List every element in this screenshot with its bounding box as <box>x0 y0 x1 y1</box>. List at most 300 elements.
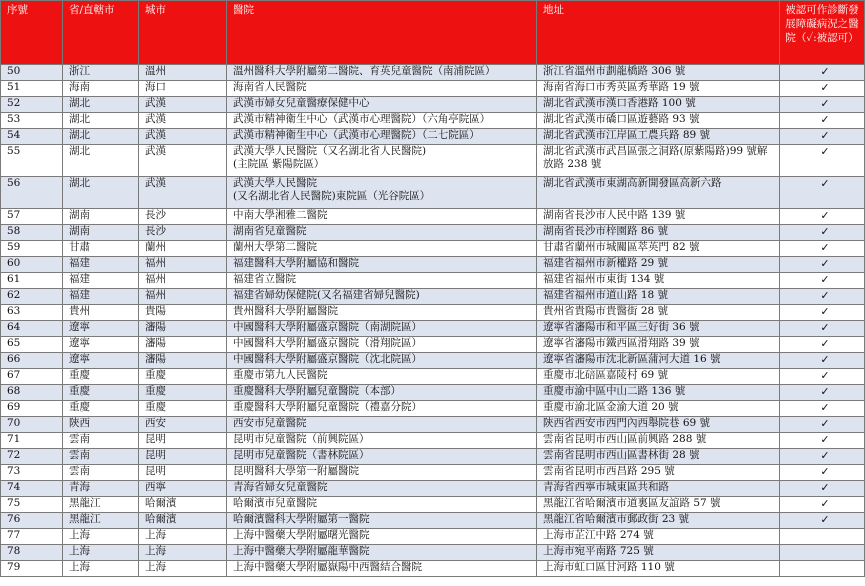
cell-city: 福州 <box>139 289 227 305</box>
cell-city: 重慶 <box>139 369 227 385</box>
table-row <box>1 417 865 433</box>
header-seq: 序號 <box>1 1 63 65</box>
cell-hospital <box>227 545 537 561</box>
cell-province: 遼寧 <box>63 337 139 353</box>
cell-hospital-line: 重慶醫科大學附屬兒童醫院（本部） <box>233 385 401 397</box>
cell-hospital-line: 蘭州大學第二醫院 <box>233 241 317 253</box>
check-icon: ✓ <box>820 369 830 382</box>
cell-hospital <box>227 401 537 417</box>
cell-province: 雲南 <box>63 465 139 481</box>
check-icon: ✓ <box>820 257 830 270</box>
cell-address <box>537 209 780 225</box>
cell-province: 福建 <box>63 257 139 273</box>
cell-city: 貴陽 <box>139 305 227 321</box>
cell-recognized <box>780 225 865 241</box>
cell-hospital <box>227 385 537 401</box>
cell-city: 昆明 <box>139 465 227 481</box>
cell-recognized <box>780 209 865 225</box>
cell-hospital <box>227 465 537 481</box>
header-city: 城市 <box>139 1 227 65</box>
cell-address-line: 青海省西寧市城東區共和路 <box>543 481 669 493</box>
cell-address <box>537 177 780 209</box>
cell-hospital <box>227 481 537 497</box>
cell-province: 重慶 <box>63 401 139 417</box>
cell-address-line: 湖北省武漢市礄口區遊藝路 93 號 <box>543 113 700 125</box>
cell-seq: 60 <box>1 257 63 273</box>
cell-address <box>537 65 780 81</box>
cell-city: 重慶 <box>139 401 227 417</box>
table-row <box>1 529 865 545</box>
cell-address-line: 重慶市渝中區中山二路 136 號 <box>543 385 686 397</box>
cell-hospital-line: 福建醫科大學附屬協和醫院 <box>233 257 359 269</box>
cell-hospital <box>227 241 537 257</box>
cell-address-line: 上海市芷江中路 274 號 <box>543 529 654 541</box>
cell-address <box>537 353 780 369</box>
check-icon: ✓ <box>820 289 830 302</box>
cell-hospital-line: 上海中醫藥大學附屬嶽陽中西醫結合醫院 <box>233 561 422 573</box>
cell-address-line: 湖南省長沙市人民中路 139 號 <box>543 209 686 221</box>
table-row <box>1 561 865 577</box>
cell-address-line: 湖北省武漢市江岸區工農兵路 89 號 <box>543 129 711 141</box>
cell-address-line: 上海市宛平南路 725 號 <box>543 545 654 557</box>
cell-province: 湖北 <box>63 129 139 145</box>
cell-address <box>537 385 780 401</box>
cell-seq: 72 <box>1 449 63 465</box>
check-icon: ✓ <box>820 385 830 398</box>
cell-province: 遼寧 <box>63 353 139 369</box>
table-row <box>1 401 865 417</box>
cell-seq: 74 <box>1 481 63 497</box>
cell-address <box>537 257 780 273</box>
cell-seq: 67 <box>1 369 63 385</box>
cell-hospital-line: 中南大學湘雅二醫院 <box>233 209 328 221</box>
check-icon: ✓ <box>820 353 830 366</box>
cell-hospital <box>227 305 537 321</box>
cell-seq: 78 <box>1 545 63 561</box>
cell-city: 昆明 <box>139 433 227 449</box>
cell-province: 重慶 <box>63 369 139 385</box>
cell-hospital <box>227 337 537 353</box>
table-row <box>1 81 865 97</box>
check-icon: ✓ <box>820 449 830 462</box>
cell-seq: 62 <box>1 289 63 305</box>
header-province: 省/直轄市 <box>63 1 139 65</box>
cell-hospital <box>227 321 537 337</box>
cell-recognized <box>780 177 865 209</box>
cell-address <box>537 305 780 321</box>
cell-address-line: 重慶市北碚區嘉陵村 69 號 <box>543 369 669 381</box>
cell-recognized <box>780 401 865 417</box>
table-row <box>1 481 865 497</box>
cell-city: 上海 <box>139 529 227 545</box>
cell-hospital-line: 昆明市兒童醫院（前興院區） <box>233 433 370 445</box>
cell-address <box>537 81 780 97</box>
cell-hospital <box>227 65 537 81</box>
cell-address-line: 湖北省武漢市東湖高新開發區高新六路 <box>543 177 722 189</box>
cell-address-line: 海南省海口市秀英區秀華路 19 號 <box>543 81 700 93</box>
cell-city: 瀋陽 <box>139 353 227 369</box>
cell-seq: 58 <box>1 225 63 241</box>
cell-seq: 70 <box>1 417 63 433</box>
cell-address-line: 貴州省貴陽市貴醫街 28 號 <box>543 305 669 317</box>
cell-hospital <box>227 97 537 113</box>
check-icon: ✓ <box>820 401 830 414</box>
table-row <box>1 129 865 145</box>
cell-address <box>537 145 780 177</box>
cell-address-line: 雲南省昆明市西昌路 295 號 <box>543 465 675 477</box>
cell-seq: 54 <box>1 129 63 145</box>
cell-province: 青海 <box>63 481 139 497</box>
cell-address-line: 上海市虹口區甘河路 110 號 <box>543 561 675 573</box>
cell-address-line: 雲南省昆明市西山區前興路 288 號 <box>543 433 707 445</box>
cell-address <box>537 401 780 417</box>
cell-city: 福州 <box>139 273 227 289</box>
cell-hospital-line: 武漢市精神衛生中心（武漢市心理醫院）（二七院區） <box>233 129 480 141</box>
table-body <box>1 65 865 577</box>
cell-recognized <box>780 545 865 561</box>
cell-address-line: 放路 238 號 <box>543 158 602 170</box>
cell-recognized <box>780 145 865 177</box>
table-row <box>1 225 865 241</box>
cell-recognized <box>780 321 865 337</box>
cell-hospital-line: 重慶醫科大學附屬兒童醫院（禮嘉分院） <box>233 401 422 413</box>
cell-seq: 57 <box>1 209 63 225</box>
cell-address-line: 福建省福州市道山路 18 號 <box>543 289 669 301</box>
cell-recognized <box>780 305 865 321</box>
cell-address <box>537 273 780 289</box>
header-recognized: 被認可作診斷發展障礙病況之醫院（✓:被認可） <box>780 1 865 65</box>
cell-address <box>537 529 780 545</box>
cell-recognized <box>780 65 865 81</box>
cell-seq: 59 <box>1 241 63 257</box>
cell-province: 湖北 <box>63 113 139 129</box>
cell-seq: 69 <box>1 401 63 417</box>
cell-hospital-line: 溫州醫科大學附屬第二醫院、育英兒童醫院（南浦院區） <box>233 65 496 77</box>
cell-city: 武漢 <box>139 113 227 129</box>
cell-seq: 75 <box>1 497 63 513</box>
check-icon: ✓ <box>820 305 830 318</box>
cell-city: 上海 <box>139 545 227 561</box>
cell-hospital-line: 福建省立醫院 <box>233 273 296 285</box>
table-row <box>1 177 865 209</box>
check-icon: ✓ <box>820 129 830 142</box>
cell-address <box>537 129 780 145</box>
cell-recognized <box>780 129 865 145</box>
cell-address-line: 陝西省西安市西門內西舉院巷 69 號 <box>543 417 711 429</box>
cell-address <box>537 545 780 561</box>
cell-address-line: 遼寧省瀋陽市沈北新區蒲河大道 16 號 <box>543 353 721 365</box>
check-icon: ✓ <box>820 225 830 238</box>
table-row <box>1 209 865 225</box>
cell-address-line: 黑龍江省哈爾濱市郵政街 23 號 <box>543 513 690 525</box>
cell-hospital-line: 昆明市兒童醫院（書林院區） <box>233 449 370 461</box>
cell-hospital <box>227 177 537 209</box>
cell-address-line: 浙江省溫州市劃龍橋路 306 號 <box>543 65 686 77</box>
cell-city: 武漢 <box>139 145 227 177</box>
cell-hospital-line: (又名湖北省人民醫院)東院區（光谷院區） <box>233 190 431 202</box>
cell-address <box>537 417 780 433</box>
cell-city: 蘭州 <box>139 241 227 257</box>
cell-address <box>537 369 780 385</box>
table-row <box>1 273 865 289</box>
cell-recognized <box>780 529 865 545</box>
cell-province: 黑龍江 <box>63 497 139 513</box>
table-row <box>1 289 865 305</box>
cell-seq: 56 <box>1 177 63 209</box>
cell-hospital-line: 武漢大學人民醫院 <box>233 177 317 189</box>
cell-hospital-line: 中國醫科大學附屬盛京醫院（沈北院區） <box>233 353 422 365</box>
cell-hospital-line: 湖南省兒童醫院 <box>233 225 307 237</box>
table-row <box>1 241 865 257</box>
cell-address <box>537 241 780 257</box>
cell-hospital-line: 貴州醫科大學附屬醫院 <box>233 305 338 317</box>
cell-hospital-line: 西安市兒童醫院 <box>233 417 307 429</box>
cell-hospital-line: 哈爾濱醫科大學附屬第一醫院 <box>233 513 370 525</box>
check-icon: ✓ <box>820 417 830 430</box>
cell-recognized <box>780 289 865 305</box>
check-icon: ✓ <box>820 97 830 110</box>
cell-hospital-line: 上海中醫藥大學附屬曙光醫院 <box>233 529 370 541</box>
cell-seq: 68 <box>1 385 63 401</box>
cell-city: 哈爾濱 <box>139 513 227 529</box>
check-icon: ✓ <box>820 433 830 446</box>
cell-hospital <box>227 353 537 369</box>
table-row <box>1 65 865 81</box>
cell-hospital <box>227 257 537 273</box>
cell-hospital-line: 哈爾濱市兒童醫院 <box>233 497 317 509</box>
cell-city: 海口 <box>139 81 227 97</box>
cell-hospital <box>227 81 537 97</box>
cell-province: 福建 <box>63 273 139 289</box>
cell-seq: 76 <box>1 513 63 529</box>
cell-hospital <box>227 497 537 513</box>
cell-address-line: 福建省福州市東街 134 號 <box>543 273 665 285</box>
cell-city: 武漢 <box>139 129 227 145</box>
table-row <box>1 385 865 401</box>
table-row <box>1 369 865 385</box>
check-icon: ✓ <box>820 177 830 190</box>
cell-address <box>537 337 780 353</box>
cell-address <box>537 225 780 241</box>
check-icon: ✓ <box>820 209 830 222</box>
check-icon: ✓ <box>820 481 830 494</box>
cell-recognized <box>780 513 865 529</box>
header-row <box>1 1 865 65</box>
check-icon: ✓ <box>820 145 830 158</box>
table-row <box>1 353 865 369</box>
cell-address-line: 遼寧省瀋陽市鐵西區滑翔路 39 號 <box>543 337 700 349</box>
cell-seq: 50 <box>1 65 63 81</box>
cell-seq: 55 <box>1 145 63 177</box>
cell-city: 瀋陽 <box>139 321 227 337</box>
cell-recognized <box>780 561 865 577</box>
cell-hospital <box>227 225 537 241</box>
cell-hospital <box>227 129 537 145</box>
cell-province: 重慶 <box>63 385 139 401</box>
cell-recognized <box>780 369 865 385</box>
cell-recognized <box>780 97 865 113</box>
cell-hospital-line: 中國醫科大學附屬盛京醫院（南湖院區） <box>233 321 422 333</box>
cell-hospital <box>227 529 537 545</box>
table-row <box>1 113 865 129</box>
cell-city: 上海 <box>139 561 227 577</box>
cell-address-line: 湖北省武漢市武昌區張之洞路(原紫陽路)99 號解 <box>543 145 768 157</box>
cell-recognized <box>780 353 865 369</box>
cell-city: 西寧 <box>139 481 227 497</box>
cell-province: 陝西 <box>63 417 139 433</box>
cell-address-line: 重慶市渝北區金渝大道 20 號 <box>543 401 679 413</box>
cell-recognized <box>780 113 865 129</box>
cell-address <box>537 321 780 337</box>
cell-province: 貴州 <box>63 305 139 321</box>
cell-hospital <box>227 417 537 433</box>
cell-province: 甘肅 <box>63 241 139 257</box>
cell-province: 上海 <box>63 561 139 577</box>
cell-recognized <box>780 273 865 289</box>
cell-province: 海南 <box>63 81 139 97</box>
cell-address <box>537 561 780 577</box>
cell-hospital-line: 昆明醫科大學第一附屬醫院 <box>233 465 359 477</box>
cell-province: 雲南 <box>63 433 139 449</box>
cell-seq: 51 <box>1 81 63 97</box>
cell-address <box>537 449 780 465</box>
cell-city: 長沙 <box>139 225 227 241</box>
cell-city: 昆明 <box>139 449 227 465</box>
cell-address <box>537 497 780 513</box>
cell-hospital <box>227 289 537 305</box>
table-row <box>1 337 865 353</box>
cell-seq: 61 <box>1 273 63 289</box>
check-icon: ✓ <box>820 273 830 286</box>
cell-province: 上海 <box>63 529 139 545</box>
cell-recognized <box>780 81 865 97</box>
cell-recognized <box>780 497 865 513</box>
cell-hospital-line: 海南省人民醫院 <box>233 81 307 93</box>
cell-hospital-line: 青海省婦女兒童醫院 <box>233 481 328 493</box>
cell-address-line: 湖南省長沙市梓園路 86 號 <box>543 225 669 237</box>
cell-seq: 66 <box>1 353 63 369</box>
cell-province: 黑龍江 <box>63 513 139 529</box>
check-icon: ✓ <box>820 513 830 526</box>
cell-city: 瀋陽 <box>139 337 227 353</box>
cell-hospital <box>227 145 537 177</box>
table-row <box>1 449 865 465</box>
cell-seq: 65 <box>1 337 63 353</box>
cell-province: 湖北 <box>63 97 139 113</box>
cell-hospital <box>227 449 537 465</box>
cell-province: 遼寧 <box>63 321 139 337</box>
cell-seq: 52 <box>1 97 63 113</box>
cell-hospital-line: 上海中醫藥大學附屬龍華醫院 <box>233 545 370 557</box>
cell-city: 溫州 <box>139 65 227 81</box>
cell-hospital-line: (主院區 紫陽院區） <box>233 158 325 170</box>
check-icon: ✓ <box>820 465 830 478</box>
cell-province: 浙江 <box>63 65 139 81</box>
table-row <box>1 497 865 513</box>
cell-hospital-line: 武漢大學人民醫院（又名湖北省人民醫院) <box>233 145 427 157</box>
cell-seq: 73 <box>1 465 63 481</box>
cell-recognized <box>780 257 865 273</box>
cell-address <box>537 97 780 113</box>
cell-city: 福州 <box>139 257 227 273</box>
cell-province: 湖南 <box>63 209 139 225</box>
cell-city: 武漢 <box>139 177 227 209</box>
cell-seq: 53 <box>1 113 63 129</box>
cell-seq: 63 <box>1 305 63 321</box>
cell-recognized <box>780 433 865 449</box>
cell-city: 長沙 <box>139 209 227 225</box>
check-icon: ✓ <box>820 337 830 350</box>
cell-recognized <box>780 449 865 465</box>
cell-address <box>537 481 780 497</box>
header-hospital: 醫院 <box>227 1 537 65</box>
cell-hospital <box>227 209 537 225</box>
cell-address <box>537 465 780 481</box>
table-row <box>1 545 865 561</box>
cell-address-line: 福建省福州市新權路 29 號 <box>543 257 669 269</box>
cell-hospital <box>227 273 537 289</box>
cell-recognized <box>780 465 865 481</box>
table-row <box>1 145 865 177</box>
cell-hospital <box>227 433 537 449</box>
table-row <box>1 433 865 449</box>
cell-address <box>537 289 780 305</box>
cell-recognized <box>780 481 865 497</box>
table-row <box>1 305 865 321</box>
table-row <box>1 257 865 273</box>
cell-address-line: 黑龍江省哈爾濱市道裏區友誼路 57 號 <box>543 497 721 509</box>
cell-seq: 79 <box>1 561 63 577</box>
check-icon: ✓ <box>820 113 830 126</box>
cell-province: 湖南 <box>63 225 139 241</box>
check-icon: ✓ <box>820 321 830 334</box>
cell-recognized <box>780 385 865 401</box>
cell-hospital-line: 武漢市精神衛生中心（武漢市心理醫院）（六角亭院區） <box>233 113 491 125</box>
cell-hospital-line: 武漢市婦女兒童醫療保健中心 <box>233 97 370 109</box>
cell-address-line: 雲南省昆明市西山區書林街 28 號 <box>543 449 700 461</box>
cell-city: 哈爾濱 <box>139 497 227 513</box>
cell-address-line: 湖北省武漢市漢口香港路 100 號 <box>543 97 696 109</box>
cell-hospital-line: 中國醫科大學附屬盛京醫院（滑翔院區） <box>233 337 422 349</box>
cell-recognized <box>780 417 865 433</box>
cell-address <box>537 113 780 129</box>
cell-hospital <box>227 513 537 529</box>
cell-city: 西安 <box>139 417 227 433</box>
table-row <box>1 513 865 529</box>
cell-address-line: 甘肅省蘭州市城關區萃英門 82 號 <box>543 241 700 253</box>
cell-province: 湖北 <box>63 145 139 177</box>
cell-recognized <box>780 241 865 257</box>
check-icon: ✓ <box>820 81 830 94</box>
header-address: 地址 <box>537 1 780 65</box>
check-icon: ✓ <box>820 241 830 254</box>
cell-hospital-line: 重慶市第九人民醫院 <box>233 369 328 381</box>
table-header <box>1 1 865 65</box>
table-row <box>1 97 865 113</box>
cell-seq: 64 <box>1 321 63 337</box>
cell-hospital-line: 福建省婦幼保健院(又名福建省婦兒醫院) <box>233 289 420 301</box>
cell-province: 雲南 <box>63 449 139 465</box>
cell-recognized <box>780 337 865 353</box>
cell-address <box>537 433 780 449</box>
cell-hospital <box>227 369 537 385</box>
check-icon: ✓ <box>820 65 830 78</box>
cell-province: 上海 <box>63 545 139 561</box>
cell-address <box>537 513 780 529</box>
table-row <box>1 321 865 337</box>
cell-city: 重慶 <box>139 385 227 401</box>
cell-province: 湖北 <box>63 177 139 209</box>
